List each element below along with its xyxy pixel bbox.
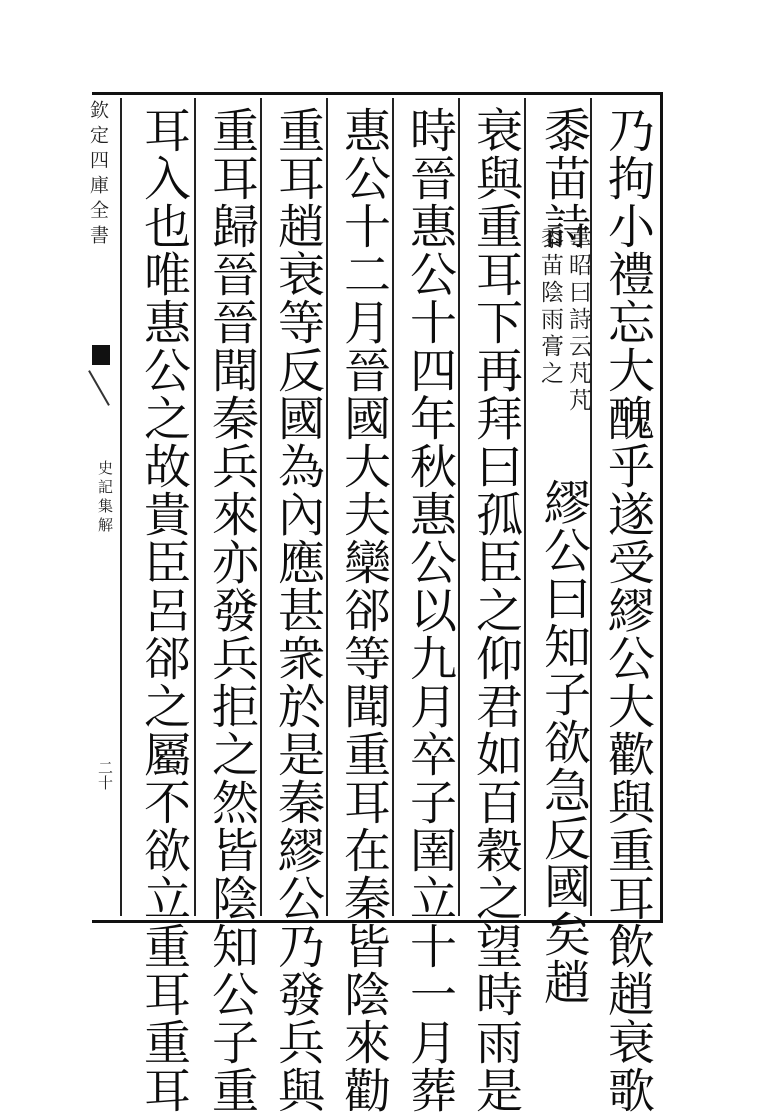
spine-title: 欽定四庫全書 [87, 100, 109, 250]
column-rule [120, 98, 122, 916]
column-rule [524, 98, 526, 916]
fish-tail-mark [92, 345, 110, 365]
column-rule [458, 98, 460, 916]
text-column-8: 耳入也唯惠公之故貴臣呂郤之屬不欲立重耳重耳 [136, 106, 191, 1114]
margin-book-title: 史記集解 [96, 460, 114, 536]
margin-page-number: 二十 [96, 760, 114, 790]
text-column-2-lead: 黍苗詩 [536, 106, 591, 250]
text-column-5: 惠公十二月晉國大夫欒郤等聞重耳在秦皆陰來勸 [336, 106, 391, 1114]
frame-right-border [660, 92, 663, 923]
text-column-4: 時晉惠公十四年秋惠公以九月卒子圉立十一月葬 [402, 106, 457, 1114]
column-rule [194, 98, 196, 916]
commentary-line-right: 韋昭曰詩云芃芃 [565, 226, 591, 415]
frame-top-border [92, 92, 662, 95]
column-rule [326, 98, 328, 916]
text-column-6: 重耳趙衰等反國為內應甚衆於是秦繆公乃發兵與 [270, 106, 325, 1114]
text-column-3: 衰與重耳下再拜曰孤臣之仰君如百穀之望時雨是 [468, 106, 523, 1114]
text-column-7: 重耳歸晉晉聞秦兵來亦發兵拒之然皆陰知公子重 [204, 106, 259, 1114]
text-column-2-tail: 繆公曰知子欲急反國矣趙 [536, 478, 591, 1006]
commentary-line-left: 黍苗陰雨膏之 [537, 226, 563, 388]
column-rule [392, 98, 394, 916]
fish-tail-line [88, 370, 110, 406]
text-column-1: 乃拘小禮忘大醜乎遂受繆公大歡與重耳飲趙衰歌 [600, 106, 655, 1114]
column-rule [260, 98, 262, 916]
